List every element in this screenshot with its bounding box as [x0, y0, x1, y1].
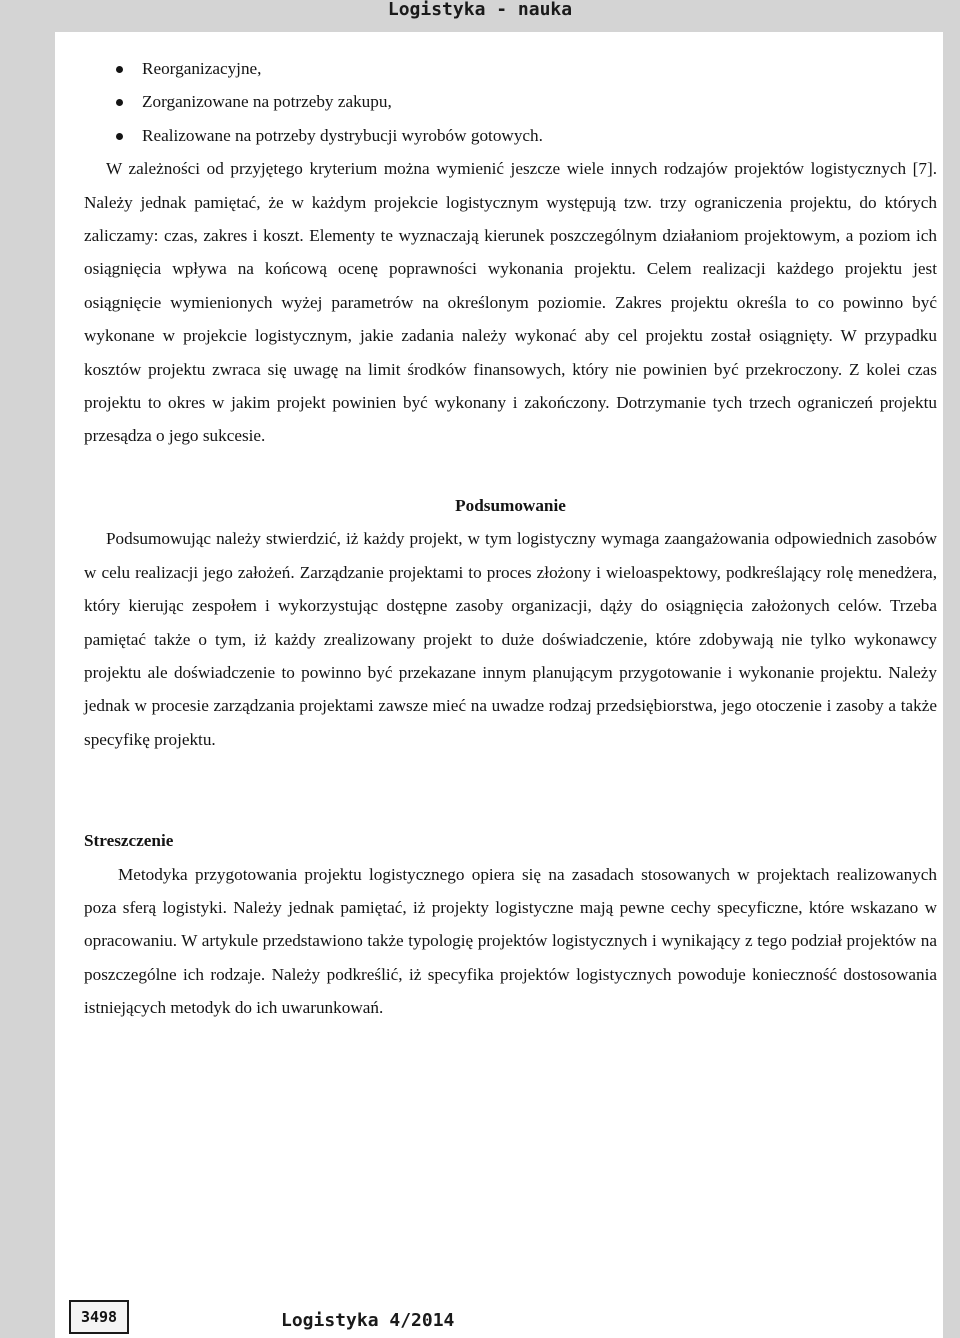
page-number-box: 3498: [69, 1300, 129, 1334]
list-item: [84, 85, 937, 118]
article-body: [84, 52, 937, 1025]
summary-paragraph: Podsumowując należy stwierdzić, iż każdy projekt, w tym logistyczny wymaga zaangażowania odpowiednich zasobów w celu realizacji jego założeń. Zarządzanie projektami to proces złożony i wieloaspektowy, podkreślający rolę menedżera, który kierując zespołem i wykorzystując dostępne zasoby organizacji, dąży do osiągnięcia założonych celów. Trzeba pamiętać także o tym, iż każdy zrealizowany projekt to duże doświadczenie, które zdobywają nie tylko wykonawcy projektu ale doświadczenie to powinno być przekazane innym planującym przygotowanie i wykonanie projektu. Należy jednak w procesie zarządzania projektami zawsze mieć na uwadze rodzaj przedsiębiorstwa, jego otoczenie i zasoby a także specyfikę projektu.: [84, 529, 937, 749]
list-item-text: Zorganizowane na potrzeby zakupu,: [142, 92, 392, 112]
bullet-icon: [116, 66, 123, 73]
list-item: [84, 52, 937, 85]
spacer: [84, 453, 937, 489]
header-band: [0, 0, 960, 32]
bullet-icon: [116, 133, 123, 140]
page-footer: [55, 1296, 943, 1338]
intro-paragraph: W zależności od przyjętego kryterium można wymienić jeszcze wiele innych rodzajów projektów logistycznych [7]. Należy jednak pamiętać, że w każdym projekcie logistycznym występują tzw. trzy ograniczenia projektu, do których zaliczamy: czas, zakres i koszt. Elementy te wyznaczają kierunek poszczególnym działaniom projektowym, a poziom ich osiągnięcia wpływa na końcową ocenę poprawności wykonania projektu. Celem realizacji każdego projektu jest osiągnięcie wymienionych wyżej parametrów na określonym poziomie. Zakres projektu określa to co powinno być wykonane w projekcie logistycznym, jakie zadania należy wykonać aby cel projektu został osiągnięty. W przypadku kosztów projektu zwraca się uwagę na limit środków finansowych, który nie powinien być przekroczony. Z kolei czas projektu to okres w jakim projekt powinien być wykonany i zakończony. Dotrzymanie tych trzech ograniczeń projektu przesądza o jego sukcesie.: [84, 159, 937, 446]
journal-title: Logistyka 4/2014: [281, 1310, 455, 1331]
abstract-heading: Streszczenie: [84, 831, 174, 851]
abstract-paragraph: Metodyka przygotowania projektu logistycznego opiera się na zasadach stosowanych w projektach realizowanych poza sferą logistyki. Należy jednak pamiętać, iż projekty logistyczne mają pewne cechy specyficzne, które wskazano w opracowaniu. W artykule przedstawiono także typologię projektów logistycznych i wynikający z tego podział projektów na poszczególne ich rodzaje. Należy podkreślić, iż specyfika projektów logistycznych powoduje konieczność dostosowania istniejących metodyk do ich uwarunkowań.: [84, 864, 937, 1018]
list-item-text: Reorganizacyjne,: [142, 59, 262, 78]
list-item-text: Realizowane na potrzeby dystrybucji wyrobów gotowych.: [142, 125, 543, 145]
spacer: [84, 756, 937, 824]
running-title: Logistyka - nauka: [387, 0, 573, 20]
summary-heading: Podsumowanie: [455, 495, 566, 515]
list-item: [84, 119, 937, 152]
bullet-icon: [116, 99, 123, 106]
project-types-list: [84, 52, 937, 152]
